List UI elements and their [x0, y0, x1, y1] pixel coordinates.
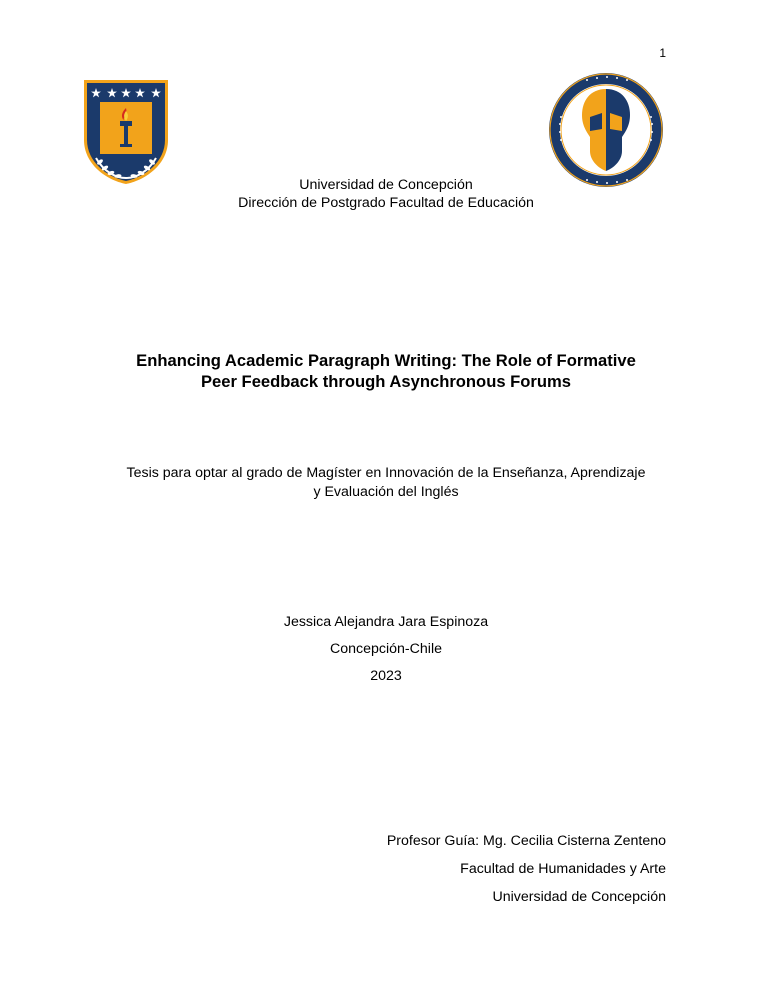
- author-location: Concepción-Chile: [330, 641, 442, 657]
- faculty-seal-logo: [546, 71, 667, 189]
- university-header: [0, 177, 772, 212]
- author-block: [0, 609, 772, 690]
- advisor-block: [387, 827, 666, 911]
- thesis-title-line-1: Enhancing Academic Paragraph Writing: The Role of Formative: [136, 351, 636, 370]
- advisor-university: Universidad de Concepción: [492, 889, 666, 905]
- author-name: Jessica Alejandra Jara Espinoza: [283, 614, 489, 630]
- degree-statement: [0, 464, 772, 502]
- degree-line-2: y Evaluación del Inglés: [313, 484, 459, 500]
- thesis-title: [0, 350, 772, 392]
- advisor-faculty: Facultad de Humanidades y Arte: [460, 861, 666, 877]
- thesis-title-line-2: Peer Feedback through Asynchronous Forums: [200, 372, 572, 391]
- advisor-name: Profesor Guía: Mg. Cecilia Cisterna Zenteno: [386, 833, 666, 849]
- publication-year: 2023: [370, 668, 402, 684]
- page-number: 1: [659, 46, 666, 60]
- department-name: Dirección de Postgrado Facultad de Educación: [238, 194, 534, 211]
- university-name: Universidad de Concepción: [299, 177, 473, 193]
- degree-line-1: Tesis para optar al grado de Magíster en Innovación de la Enseñanza, Aprendizaje: [126, 465, 646, 481]
- university-crest-logo: [82, 78, 170, 186]
